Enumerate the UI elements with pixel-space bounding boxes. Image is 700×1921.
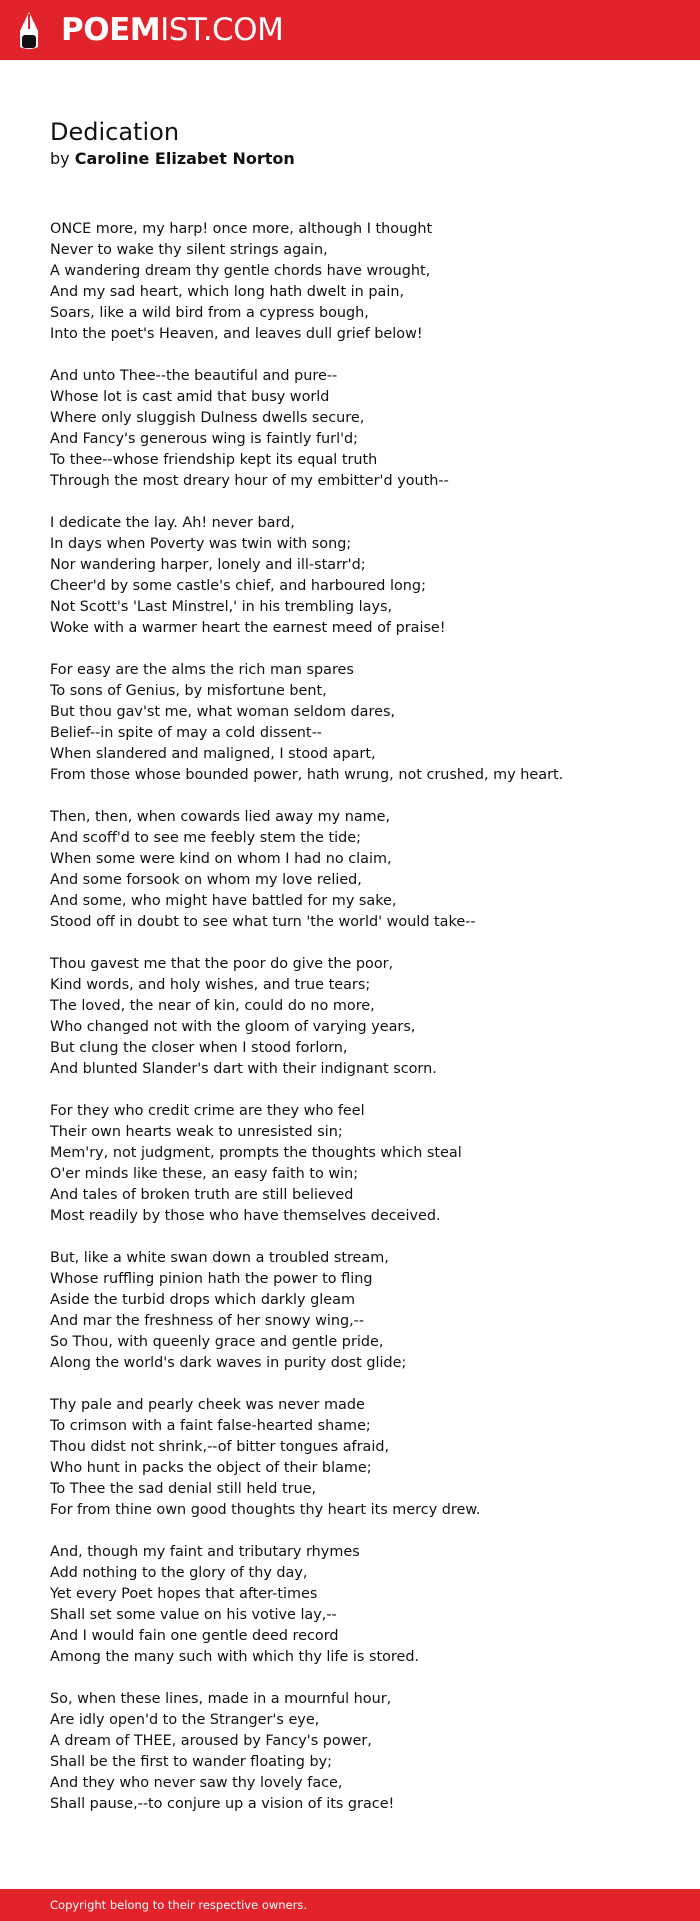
poem-line: Cheer'd by some castle's chief, and harboured long;: [50, 578, 426, 594]
poem-line: So, when these lines, made in a mournful hour,: [50, 1691, 392, 1707]
poem-line: Shall be the first to wander floating by;: [50, 1754, 332, 1770]
poem-line: From those whose bounded power, hath wrung, not crushed, my heart.: [50, 767, 564, 783]
poem-line: Thou didst not shrink,--of bitter tongues afraid,: [50, 1439, 390, 1455]
poem-line: For from thine own good thoughts thy heart its mercy drew.: [50, 1502, 481, 1518]
poem-line: Most readily by those who have themselves deceived.: [50, 1208, 441, 1224]
poem-line: A dream of THEE, aroused by Fancy's power,: [50, 1733, 372, 1749]
poem-line: Mem'ry, not judgment, prompts the thoughts which steal: [50, 1145, 462, 1161]
poem-line: Stood off in doubt to see what turn 'the world' would take--: [50, 914, 476, 930]
poem-line: And I would fain one gentle deed record: [50, 1628, 339, 1644]
author-name: Caroline Elizabet Norton: [74, 149, 295, 168]
stanza: [50, 1395, 670, 1521]
poem-line: And some forsook on whom my love relied,: [50, 872, 362, 888]
byline: [50, 149, 295, 169]
poem-line: Are idly open'd to the Stranger's eye,: [50, 1712, 320, 1728]
poem-line: Through the most dreary hour of my embitter'd youth--: [50, 473, 449, 489]
stanza: [50, 513, 670, 639]
poem-line: Never to wake thy silent strings again,: [50, 242, 328, 258]
poem-line: Not Scott's 'Last Minstrel,' in his trembling lays,: [50, 599, 393, 615]
poem-line: And mar the freshness of her snowy wing,--: [50, 1313, 365, 1329]
site-header: [0, 0, 700, 60]
poem-line: Shall set some value on his votive lay,--: [50, 1607, 337, 1623]
poem-line: And my sad heart, which long hath dwelt in pain,: [50, 284, 405, 300]
poem-body: [50, 219, 670, 1836]
poem-line: And they who never saw thy lovely face,: [50, 1775, 343, 1791]
poem-line: Shall pause,--to conjure up a vision of its grace!: [50, 1796, 395, 1812]
poem-line: Their own hearts weak to unresisted sin;: [50, 1124, 343, 1140]
poem-line: O'er minds like these, an easy faith to win;: [50, 1166, 359, 1182]
poem-line: Belief--in spite of may a cold dissent--: [50, 725, 322, 741]
logo-text-bold: POEM: [61, 12, 161, 48]
poem-line: Woke with a warmer heart the earnest meed of praise!: [50, 620, 446, 636]
poem-line: Where only sluggish Dulness dwells secure,: [50, 410, 365, 426]
stanza: [50, 1248, 670, 1374]
poem-line: Whose lot is cast amid that busy world: [50, 389, 330, 405]
poem-line: And, though my faint and tributary rhymes: [50, 1544, 360, 1560]
poem-line: Into the poet's Heaven, and leaves dull grief below!: [50, 326, 423, 342]
poem-line: ONCE more, my harp! once more, although I thought: [50, 221, 433, 237]
stanza: [50, 954, 670, 1080]
poem-line: To crimson with a faint false-hearted shame;: [50, 1418, 371, 1434]
poem-line: I dedicate the lay. Ah! never bard,: [50, 515, 295, 531]
site-footer: [0, 1889, 700, 1921]
poem-line: But thou gav'st me, what woman seldom dares,: [50, 704, 396, 720]
poem-line: And Fancy's generous wing is faintly furl'd;: [50, 431, 359, 447]
poem-line: So Thou, with queenly grace and gentle pride,: [50, 1334, 384, 1350]
poem-line: Nor wandering harper, lonely and ill-starr'd;: [50, 557, 366, 573]
stanza: [50, 1689, 670, 1815]
poem-line: When slandered and maligned, I stood apart,: [50, 746, 376, 762]
poem-line: The loved, the near of kin, could do no more,: [50, 998, 375, 1014]
copyright-text: Copyright belong to their respective owners.: [50, 1898, 308, 1912]
poem-line: When some were kind on whom I had no claim,: [50, 851, 392, 867]
poem-line: To Thee the sad denial still held true,: [50, 1481, 317, 1497]
poem-line: To sons of Genius, by misfortune bent,: [50, 683, 327, 699]
poem-title: Dedication: [50, 118, 180, 146]
pen-nib-icon[interactable]: [16, 11, 42, 51]
poem-line: Thou gavest me that the poor do give the poor,: [50, 956, 394, 972]
stanza: [50, 1101, 670, 1227]
logo-text-light: IST.COM: [160, 12, 284, 48]
poem-line: Aside the turbid drops which darkly gleam: [50, 1292, 355, 1308]
poem-line: And unto Thee--the beautiful and pure--: [50, 368, 338, 384]
poem-line: To thee--whose friendship kept its equal truth: [50, 452, 378, 468]
poem-line: And tales of broken truth are still believed: [50, 1187, 354, 1203]
poem-line: Thy pale and pearly cheek was never made: [50, 1397, 365, 1413]
poem-line: Soars, like a wild bird from a cypress bough,: [50, 305, 369, 321]
poem-line: Whose ruffling pinion hath the power to fling: [50, 1271, 373, 1287]
poem-line: Among the many such with which thy life is stored.: [50, 1649, 420, 1665]
stanza: [50, 366, 670, 492]
stanza: [50, 219, 670, 345]
poem-line: For they who credit crime are they who feel: [50, 1103, 365, 1119]
stanza: [50, 1542, 670, 1668]
poem-line: Add nothing to the glory of thy day,: [50, 1565, 308, 1581]
stanza: [50, 807, 670, 933]
poem-line: For easy are the alms the rich man spares: [50, 662, 354, 678]
by-label: by: [50, 149, 70, 168]
poem-line: Kind words, and holy wishes, and true tears;: [50, 977, 371, 993]
poem-line: And blunted Slander's dart with their indignant scorn.: [50, 1061, 437, 1077]
poem-line: Who hunt in packs the object of their blame;: [50, 1460, 372, 1476]
poem-line: In days when Poverty was twin with song;: [50, 536, 352, 552]
poem-line: Along the world's dark waves in purity dost glide;: [50, 1355, 407, 1371]
poem-line: A wandering dream thy gentle chords have wrought,: [50, 263, 431, 279]
poem-line: Yet every Poet hopes that after-times: [50, 1586, 318, 1602]
poem-line: Who changed not with the gloom of varying years,: [50, 1019, 416, 1035]
poem-line: And scoff'd to see me feebly stem the tide;: [50, 830, 361, 846]
poem-line: And some, who might have battled for my sake,: [50, 893, 397, 909]
poem-line: Then, then, when cowards lied away my name,: [50, 809, 391, 825]
site-logo[interactable]: [61, 11, 283, 49]
stanza: [50, 660, 670, 786]
poem-line: But clung the closer when I stood forlorn,: [50, 1040, 348, 1056]
poem-line: But, like a white swan down a troubled stream,: [50, 1250, 389, 1266]
